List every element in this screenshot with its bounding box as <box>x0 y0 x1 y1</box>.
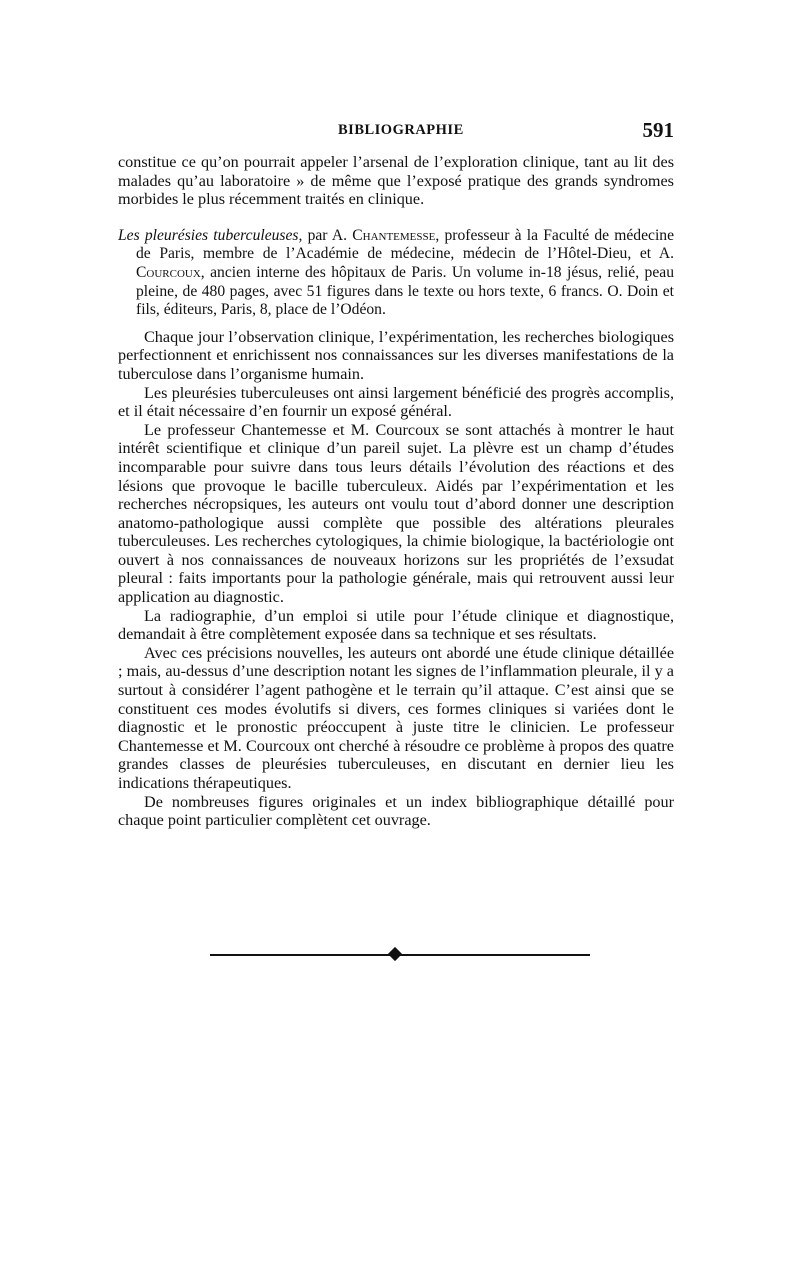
continuation-paragraph: constitue ce qu’on pourrait appeler l’arsenal de l’exploration clinique, tant au lit des malades qu’au laboratoire » de même que l’exposé pratique des grands syndromes morbides le plus récemment traités en clinique. <box>118 153 674 209</box>
entry-publication-details: , ancien interne des hôpitaux de Paris. Un volume in-18 jésus, relié, peau pleine, de 480 pages, avec 51 figures dans le texte ou hors texte, 6 francs. O. Doin et fils, éditeurs, Paris, 8, place de l’Odéon. <box>136 263 674 319</box>
book-page <box>118 118 674 830</box>
review-paragraph: La radiographie, d’un emploi si utile pour l’étude clinique et diagnostique, demandait à être complètement exposée dans sa technique et ses résultats. <box>118 606 674 644</box>
entry-author-1: Chantemesse <box>352 226 436 244</box>
review-paragraph: Chaque jour l’observation clinique, l’expérimentation, les recherches biologiques perfectionnent et enrichissent nos connaissances sur les diverses manifestations de la tuberculose dans l’organisme humain. <box>118 327 674 383</box>
review-paragraph: Avec ces précisions nouvelles, les auteurs ont abordé une étude clinique détaillée ; mais, au-dessus d’une description notant les signes de l’inflammation pleurale, il y a surtout à considérer l’agent pathogène et le terrain qu’il attaque. C’est ainsi que se constituent ces modes évolutifs si divers, ces formes cliniques si variées dont le diagnostic et le pronostic préoccupent à juste titre le clinicien. Le professeur Chantemesse et M. Courcoux ont cherché à résoudre ce problème à propos des quatre grandes classes de pleurésies tuberculeuses, en discutant en dernier lieu les indications thérapeutiques. <box>118 643 674 792</box>
running-head <box>118 118 674 144</box>
entry-by: par A. <box>302 226 353 244</box>
review-text <box>118 328 674 830</box>
diamond-ornament-icon <box>388 947 402 961</box>
end-ornament-rule <box>210 946 590 964</box>
review-paragraph: Le professeur Chantemesse et M. Courcoux se sont attachés à montrer le haut intérêt scientifique et clinique d’un pareil sujet. La plèvre est un champ d’études incomparable pour suivre dans tous leurs détails l’évolution des réactions et des lésions que provoque le bacille tuberculeux. Aidés par l’expérimentation et les recherches nécropsiques, les auteurs ont voulu tout d’abord donner une description anatomo-pathologique aussi complète que possible des altérations pleurales tuberculeuses. Les recherches cytologiques, la chimie biologique, la bactériologie ont ouvert à nos connaissances de nouveaux horizons sur les propriétés de l’exsudat pleural : faits importants pour la pathologie générale, mais qui retrouvent aussi leur application au diagnostic. <box>118 420 674 607</box>
running-title: BIBLIOGRAPHIE <box>338 122 464 138</box>
entry-author-1-description: , professeur à la Faculté de médecine de Paris, membre de l’Académie de médecine, médecin de l’Hôtel-Dieu, et A. <box>136 226 674 263</box>
review-paragraph: Les pleurésies tuberculeuses ont ainsi largement bénéficié des progrès accomplis, et il était nécessaire d’en fournir un exposé général. <box>118 383 674 421</box>
bibliographic-entry <box>118 227 674 320</box>
page-number: 591 <box>642 118 674 142</box>
review-paragraph: De nombreuses figures originales et un index bibliographique détaillé pour chaque point particulier complètent cet ouvrage. <box>118 792 674 830</box>
entry-author-2: Courcoux <box>136 263 201 281</box>
entry-title: Les pleurésies tuberculeuses, <box>118 226 303 244</box>
